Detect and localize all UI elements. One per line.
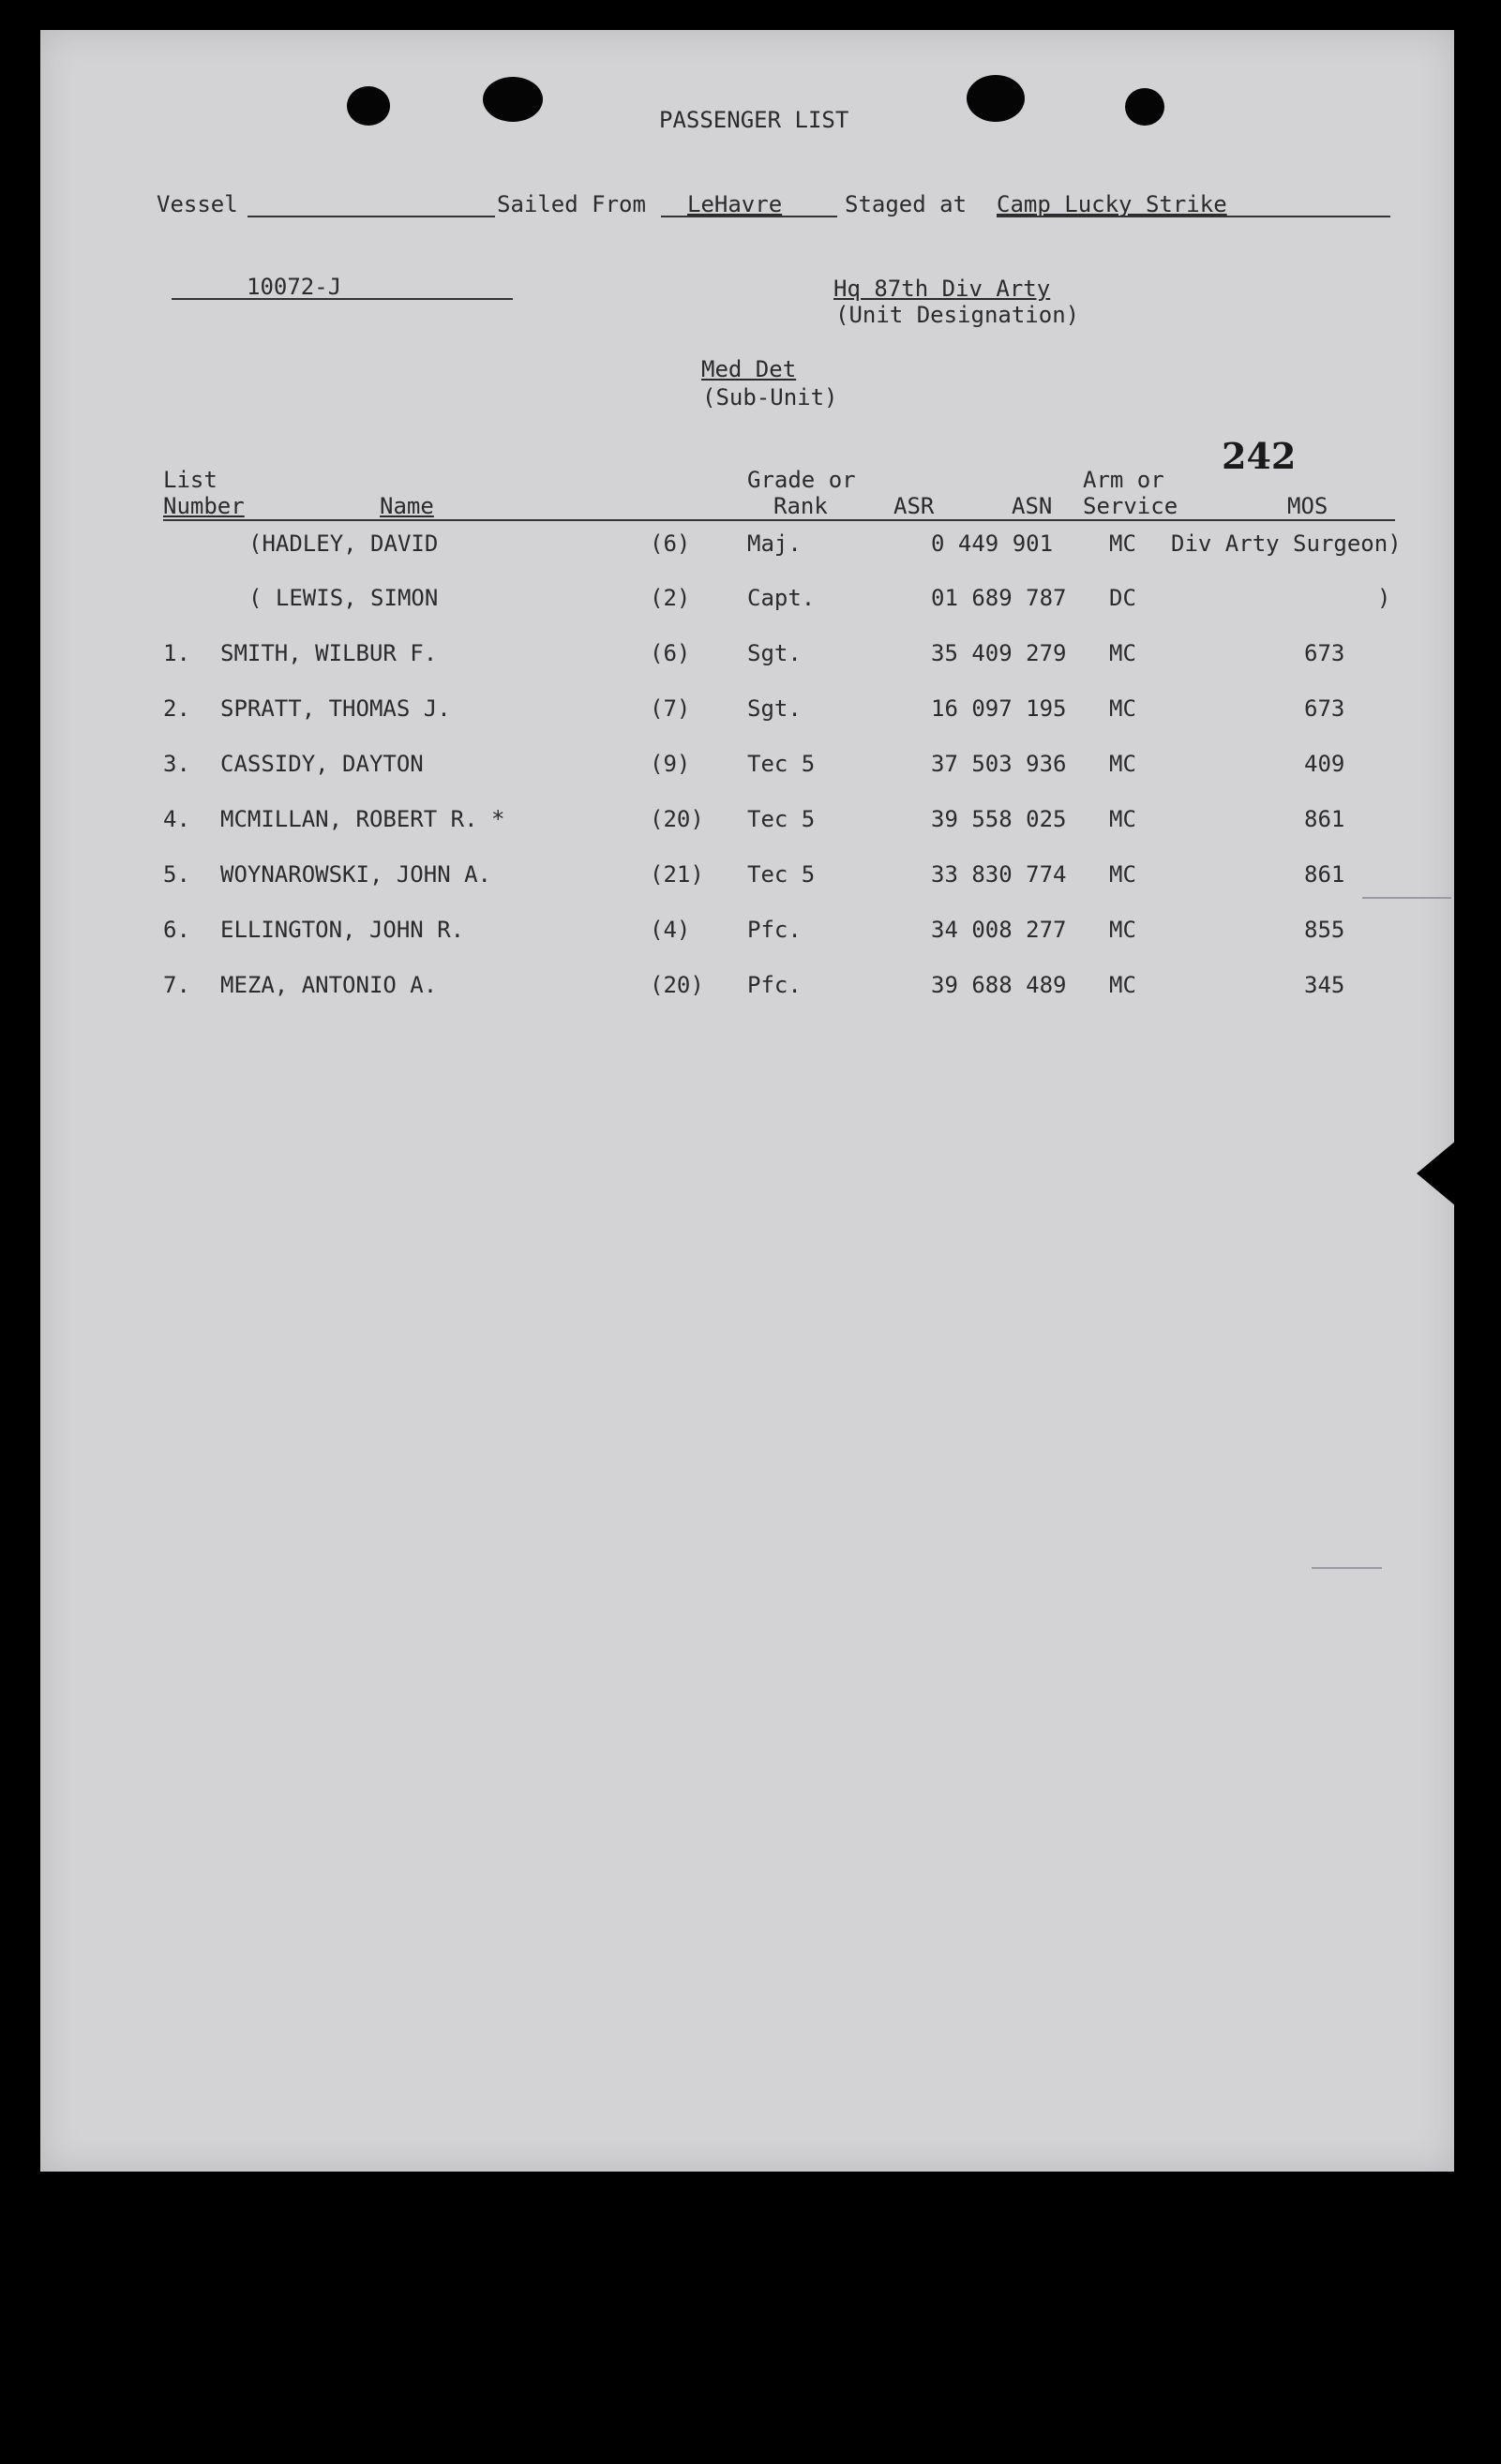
row-number: 6.	[163, 917, 190, 943]
unit-designation: Hq 87th Div Arty	[833, 276, 1051, 302]
col-list-number-line1: List	[163, 467, 218, 493]
page-edge-notch	[1417, 1136, 1462, 1211]
table-row	[40, 972, 1454, 1009]
row-name: (HADLEY, DAVID	[248, 530, 439, 557]
row-grade: Sgt.	[747, 695, 802, 722]
row-mos: 409	[1304, 751, 1345, 777]
row-name: ELLINGTON, JOHN R.	[220, 917, 465, 943]
row-grade: Tec 5	[747, 861, 816, 888]
row-number: 3.	[163, 751, 190, 777]
margin-mark	[1312, 1567, 1382, 1569]
row-asn: 01 689 787	[931, 585, 1067, 611]
row-mos: )	[1377, 585, 1391, 611]
row-number: 1.	[163, 640, 190, 666]
document-page	[40, 30, 1454, 2172]
row-grade: Pfc.	[747, 972, 802, 998]
row-code: (20)	[650, 972, 704, 998]
punch-hole	[347, 86, 390, 126]
subunit-value: Med Det	[701, 356, 797, 382]
row-asn: 33 830 774	[931, 861, 1067, 888]
row-arm: MC	[1109, 751, 1136, 777]
col-list-number-line2: Number	[163, 493, 245, 519]
unit-designation-caption: (Unit Designation)	[835, 302, 1080, 328]
row-grade: Capt.	[747, 585, 816, 611]
row-name: MCMILLAN, ROBERT R. *	[220, 806, 505, 832]
row-code: (20)	[650, 806, 704, 832]
row-arm: MC	[1109, 861, 1136, 888]
row-number: 2.	[163, 695, 190, 722]
row-code: (9)	[650, 751, 691, 777]
row-asn: 37 503 936	[931, 751, 1067, 777]
row-name: ( LEWIS, SIMON	[248, 585, 439, 611]
header-rule	[163, 519, 1395, 521]
table-row	[40, 640, 1454, 678]
row-mos: Div Arty Surgeon)	[1171, 530, 1402, 557]
table-row	[40, 585, 1454, 622]
row-mos: 673	[1304, 695, 1345, 722]
row-arm: DC	[1109, 585, 1136, 611]
row-asn: 0 449 901	[931, 530, 1054, 557]
sailed-from-value: LeHavre	[687, 191, 783, 217]
sailed-blank	[661, 216, 837, 217]
table-row	[40, 751, 1454, 788]
row-arm: MC	[1109, 972, 1136, 998]
document-title: PASSENGER LIST	[659, 107, 849, 133]
row-name: SMITH, WILBUR F.	[220, 640, 438, 666]
row-arm: MC	[1109, 806, 1136, 832]
row-asn: 34 008 277	[931, 917, 1067, 943]
row-arm: MC	[1109, 917, 1136, 943]
row-grade: Sgt.	[747, 640, 802, 666]
staged-label: Staged at	[845, 191, 968, 217]
row-name: SPRATT, THOMAS J.	[220, 695, 451, 722]
subunit-caption: (Sub-Unit)	[702, 384, 838, 411]
col-mos: MOS	[1287, 493, 1328, 519]
row-asn: 39 688 489	[931, 972, 1067, 998]
staged-at-value: Camp Lucky Strike	[997, 191, 1227, 217]
shipment-blank	[172, 298, 513, 300]
row-asn: 35 409 279	[931, 640, 1067, 666]
row-mos: 673	[1304, 640, 1345, 666]
sailed-label: Sailed From	[497, 191, 646, 217]
row-name: WOYNAROWSKI, JOHN A.	[220, 861, 491, 888]
row-grade: Pfc.	[747, 917, 802, 943]
row-asn: 16 097 195	[931, 695, 1067, 722]
row-code: (2)	[650, 585, 691, 611]
row-name: CASSIDY, DAYTON	[220, 751, 424, 777]
vessel-label: Vessel	[157, 191, 238, 217]
table-row	[40, 530, 1454, 568]
punch-hole	[1125, 88, 1164, 126]
col-arm-line2: Service	[1083, 493, 1178, 519]
row-number: 7.	[163, 972, 190, 998]
row-arm: MC	[1109, 640, 1136, 666]
punch-hole	[967, 75, 1025, 122]
row-code: (4)	[650, 917, 691, 943]
row-arm: MC	[1109, 530, 1136, 557]
col-grade-line2: Rank	[773, 493, 828, 519]
row-grade: Maj.	[747, 530, 802, 557]
punch-hole	[483, 77, 543, 122]
row-mos: 855	[1304, 917, 1345, 943]
table-row	[40, 695, 1454, 733]
shipment-number: 10072-J	[247, 274, 342, 300]
col-name: Name	[380, 493, 434, 519]
col-arm-line1: Arm or	[1083, 467, 1164, 493]
row-asn: 39 558 025	[931, 806, 1067, 832]
row-number: 4.	[163, 806, 190, 832]
row-number: 5.	[163, 861, 190, 888]
col-asr: ASR	[893, 493, 935, 519]
row-arm: MC	[1109, 695, 1136, 722]
staged-blank	[997, 216, 1390, 217]
table-row	[40, 861, 1454, 899]
row-code: (6)	[650, 640, 691, 666]
row-name: MEZA, ANTONIO A.	[220, 972, 438, 998]
page-number-stamp: 242	[1222, 435, 1297, 477]
row-mos: 861	[1304, 861, 1345, 888]
row-code: (7)	[650, 695, 691, 722]
row-mos: 861	[1304, 806, 1345, 832]
col-asn: ASN	[1012, 493, 1053, 519]
table-row	[40, 806, 1454, 844]
row-grade: Tec 5	[747, 806, 816, 832]
table-row	[40, 917, 1454, 954]
vessel-blank	[248, 216, 495, 217]
row-grade: Tec 5	[747, 751, 816, 777]
col-grade-line1: Grade or	[747, 467, 856, 493]
row-mos: 345	[1304, 972, 1345, 998]
row-code: (21)	[650, 861, 704, 888]
row-code: (6)	[650, 530, 691, 557]
